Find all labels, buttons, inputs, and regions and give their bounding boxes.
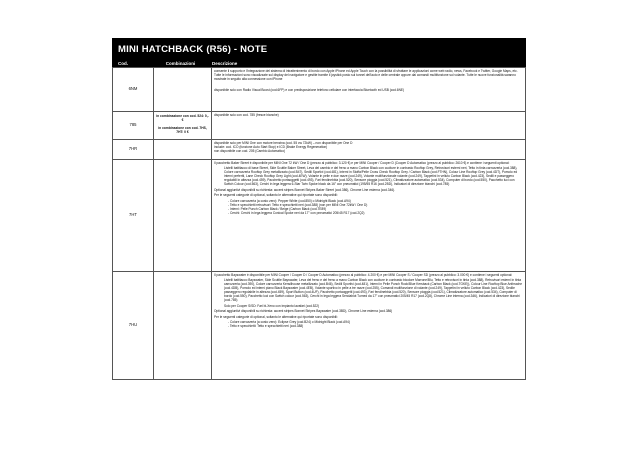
list-item: - Colore carrozzeria (a costo zero): Pepper White (cod.850) o Midnight Black (cod.A94) — [228, 198, 351, 203]
row-combinazioni — [154, 272, 212, 380]
notes-table — [112, 67, 526, 380]
row-combinazioni — [154, 140, 212, 160]
row-code: 7HR — [113, 140, 154, 160]
row-code: 785 — [113, 112, 154, 140]
list-item: - Cerchi: Cerchi in lega leggera Conical Spoke neri da 17'' con pneumatici 205/45 R17 (cod.2Q2) — [228, 211, 365, 216]
list-item: - Tetto e specchietti: Tetto e specchietti neri (cod.388) — [228, 324, 304, 329]
table-row — [113, 112, 526, 140]
row-code: 7HT — [113, 160, 154, 272]
table-row — [113, 272, 526, 380]
list-item: - Colore carrozzeria (a costo zero): Eclipse Grey (cod.B24) o Midnight Black (cod.A94) — [228, 320, 350, 325]
row-description: disponibile solo per MINI One con motore benzina (cod. 55 cw 72kW) – non disponibile per One D include: cod. ICO (funzione Auto Start Stop) e ICD (Brake Energy Regeneration) non disponibile con cod. 205 (Cambio Automatico) — [212, 140, 526, 160]
column-headers — [112, 59, 526, 67]
table-row — [113, 68, 526, 112]
row-description: Il pacchetto Bayswater è disponibile per MINI Cooper / Cooper D / Cooper D Automatico (prezzo al pubblico: 4.200 €) e per MINI Cooper S / Cooper SD (prezzo al pubblico: 3.000 €) e contiene i seguenti optional: Listelli battitacco Bayswater, Side Scuttle Bayswater, Leva del freno e del freno a mano Carbon Black con cuciture in contrasto bicolore Marrone/Blu, Tetto e retrovisori in tinta (cod.388), Retrovisori esterni in tinta carrozzeria (cod.390), Colore carrozzeria Kensilhouse metallizzato (cod.B46), Sedili Sportivi (cod.481), Interni in Pelle Punch Rock/Blue Kersback (Carbon Black (cod.TGKE)), Colour Line Rooftop Blue Anthrache (cod.4DB), Pomolo ed interni piano Black Bayswater (cod.4EB), Volante sportivo in pelle a tre razze (cod.255), Comandi multifunzione di volante (cod.249), Tappetini in velluto Carbon Black (cod.423), Sedile passeggero regolabile in altezza (cod.459), Sport Button (cod.4UF), Pacchetto portaoggetti (cod.493), Fari fendinebbia (cod.520), Sensore pioggia (cod.521), Climatizzatore automatico (cod.534), Computer di bordo (cod.550), Pacchetto luci con Switch colour (cod.563), Cerchi in lega leggera Sendablot Turned da 17'' con pneumatici 205/45 R17 (cod.2Q8), Chrome Line interna (cod.346), Indicatori di direzione bianchi (cod.785) Solo per Cooper S/SD: Fari bi-Xeno con impianto lavafari (cod.522) Optional aggiuntivi disponibili su richiesta: accent stripes Bonnet Stripes Bayswater (cod.3BD), Chrome Line esterna (cod.386) Per le seguenti categorie di optional, soltanto le alternative qui riportate sono disponibili: - Colore carrozzeria (a costo zero): Eclipse Grey (cod.B24) o Midnight Black (cod.A94) - Tetto e specchietti: Tetto e specchietti neri (cod.388) — [212, 272, 526, 380]
col-header-combinazioni: Combinazioni — [165, 60, 196, 66]
note-sheet — [112, 38, 526, 380]
list-item: - Interni: Pelle Punch Carbon Black / Beige (Carbon Black (cod.TE89) — [228, 207, 327, 211]
row-description: Il pacchetto Baker Street è disponibile per MINI One 72 kW / One D (prezzo al pubblico: 3.120 €) e per MINI Cooper / Cooper D (Cooper D Automatico (prezzo al pubblico: 2610 €) e contiene i seguenti optional: Listelli battitacco di base Street, Side Scuttle Baker Street, Leva del cambio e del freno a mano Carbon Black con cuciture in contrasto Rooftop Grey, Retrovisori esterni neri, Tetto in tinta carrozzeria (cod.388), Colore carrozzeria Rooftop Grey metallizzato (cod.B47), Sedili Sportivi (cod.481), Interni in Stoffa/Pelle Cross Check Rooftop Grey / Carbon Black (cod.FTHN), Colour Line Rooftop Grey (cod.4DT), Pomolo ed interni preferiti, Lane Check Rooftop Grey Light (cod.4EW), Volante in pelle e due razze (cod.249), Volante multifunzionale volante (cod.249), Tappetini in velluto Carbon Black (cod.423), Sedili e passeggero regolabili in altezza (cod.459), Pacchetto portaoggetti (cod.493), Fari fendinebbia (cod.520), Sensore pioggia (cod.521), Climatizzatore automatico (cod.534), Computer di bordo (cod.550), Pacchetto luci con Switch Colour (cod.563), Cerchi in lega leggera 6-Star Twin Spoke black da 16'' con pneumatici (195/55 R16 (cod.2BD), Indicatori di direzione bianchi (cod.785) Optional aggiuntivi disponibili su richiesta: accent stripes Bonnet Stripes Baker Street (cod.386), Chrome Line esterna (cod.346). Per le seguenti categorie di optional, soltanto le alternative qui riportate sono disponibili: - Colore carrozzeria (a costo zero): Pepper White (cod.850) o Midnight Black (cod.A94) - Tetto e specchietti retrovisori: Tetto e specchietti neri (cod.388) (non per MINI One 72kW / One D) - Interni: Pelle Punch Carbon Black / Beige (Carbon Black (cod.TE89) - Cerchi: Cerchi in lega leggera Conical Spoke neri da 17'' con pneumatici 205/45 R17 (cod.2Q2) — [212, 160, 526, 272]
table-row — [113, 160, 526, 272]
row-combinazioni: in combinazione con cod. 524: 0,-€ in combinazione con cod. 7HS, 7HT: 0 € — [154, 112, 212, 140]
option-list — [214, 199, 523, 215]
col-header-cod: Cod. — [118, 60, 128, 66]
col-header-descrizione: Descrizione — [212, 60, 238, 66]
option-list — [214, 320, 523, 328]
row-combinazioni — [154, 160, 212, 272]
header-bar — [112, 38, 526, 67]
table-row — [113, 140, 526, 160]
page-title: MINI HATCHBACK (R56) - NOTE — [118, 44, 268, 55]
row-description: consente il supporto e l'integrazione del sistema di intrattenimento di bordo con Apple iPhone ed Apple Touch con la possibilità di sfruttare le applicazioni come web radio, news, Facebook e Twitter, Google Maps, etc. Tutte le informazioni sono visualizzate sul display del navigatore e gestite tramite il joystick posto sul tunnel dell'auto e delle centrale oppure dai comandi multifunzione sul volante. Tutte le nuove funzionalità saranno mostrate in seguito alla connessione con iPhone disponibile solo con Radio Visual Boost (cod.6FP) e con predisposizione telefono cellulare con interfaccia Bluetooth ed USB (cod.6NE) — [212, 68, 526, 112]
row-code: 7HU — [113, 272, 154, 380]
row-code: 6NM — [113, 68, 154, 112]
row-description: disponibile solo con cod. 785 (fresce bianche) — [212, 112, 526, 140]
row-combinazioni — [154, 68, 212, 112]
list-item: - Tetto e specchietti retrovisori: Tetto e specchietti neri (cod.388) (non per MINI One 72kW / One D) — [228, 202, 368, 207]
